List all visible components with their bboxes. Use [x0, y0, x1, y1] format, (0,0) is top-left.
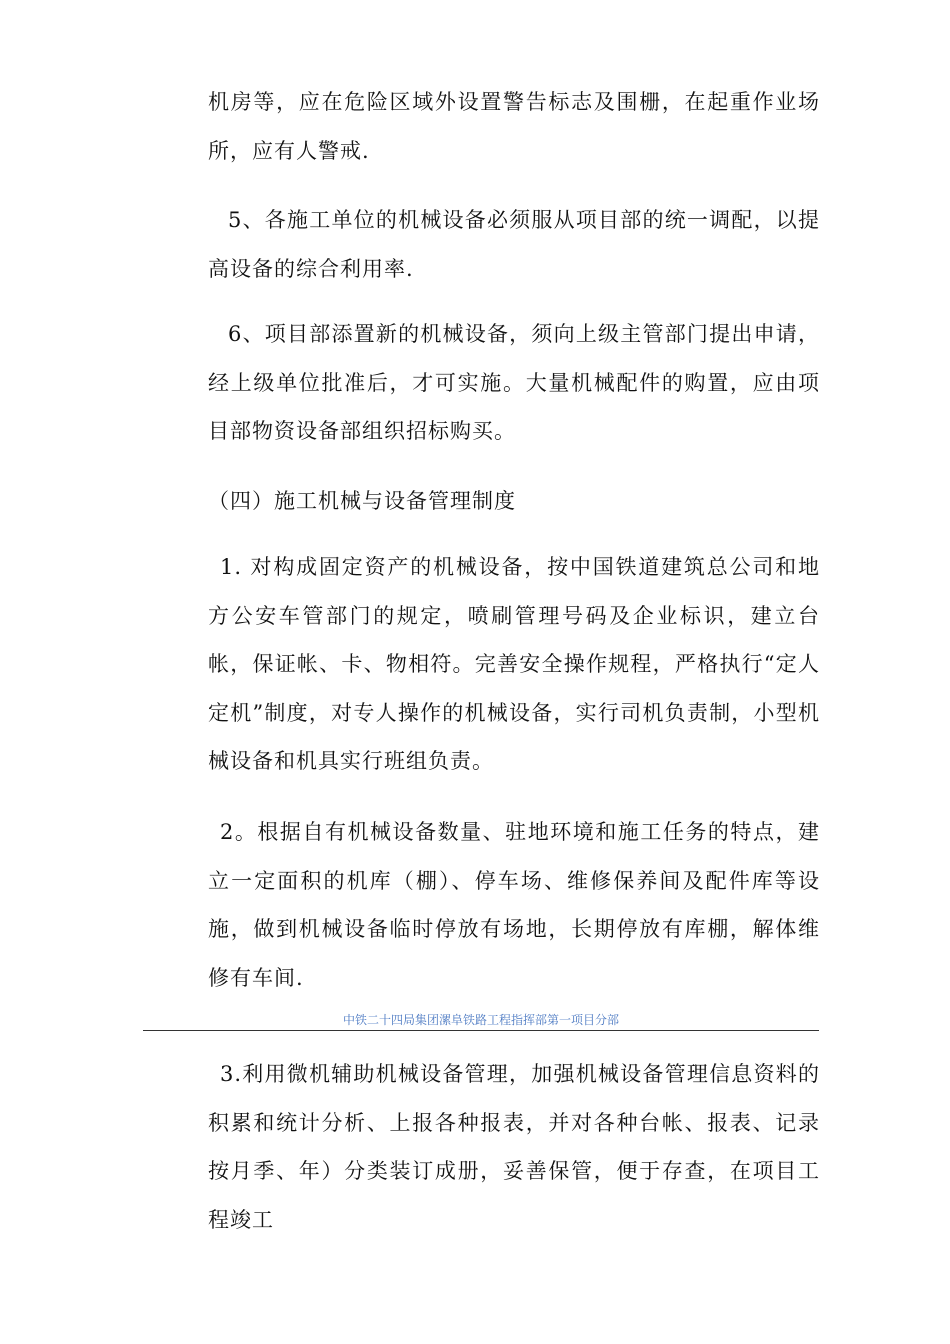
page-footer-divider — [143, 1030, 819, 1031]
paragraph-section-3: 3.利用微机辅助机械设备管理，加强机械设备管理信息资料的积累和统计分析、上报各种报表，并对各种台帐、报表、记录按月季、年）分类装订成册，妥善保管，便于存查，在项目工程竣工 — [208, 1062, 820, 1232]
page-footer-text: 中铁二十四局集团漯阜铁路工程指挥部第一项目分部 — [342, 1013, 619, 1027]
paragraph-item-6: 6、项目部添置新的机械设备，须向上级主管部门提出申请，经上级单位批准后，才可实施。大量机械配件的购置，应由项目部物资设备部组织招标购买。 — [208, 322, 820, 443]
paragraph-section-2: 2。根据自有机械设备数量、驻地环境和施工任务的特点，建立一定面积的机库（棚）、停车场、维修保养间及配件库等设施，做到机械设备临时停放有场地，长期停放有库棚，解体维修有车间. — [208, 820, 820, 990]
paragraph-item-5: 5、各施工单位的机械设备必须服从项目部的统一调配，以提高设备的综合利用率. — [208, 208, 820, 281]
paragraph-section-1: 1. 对构成固定资产的机械设备，按中国铁道建筑总公司和地方公安车管部门的规定，喷刷管理号码及企业标识，建立台帐，保证帐、卡、物相符。完善安全操作规程，严格执行“定人定机”制度，对专人操作的机械设备，实行司机负责制，小型机械设备和机具实行班组负责。 — [208, 555, 820, 773]
paragraph-continuation: 机房等，应在危险区域外设置警告标志及围栅，在起重作业场所，应有人警戒. — [208, 90, 820, 163]
section-heading-4: （四）施工机械与设备管理制度 — [208, 489, 516, 513]
